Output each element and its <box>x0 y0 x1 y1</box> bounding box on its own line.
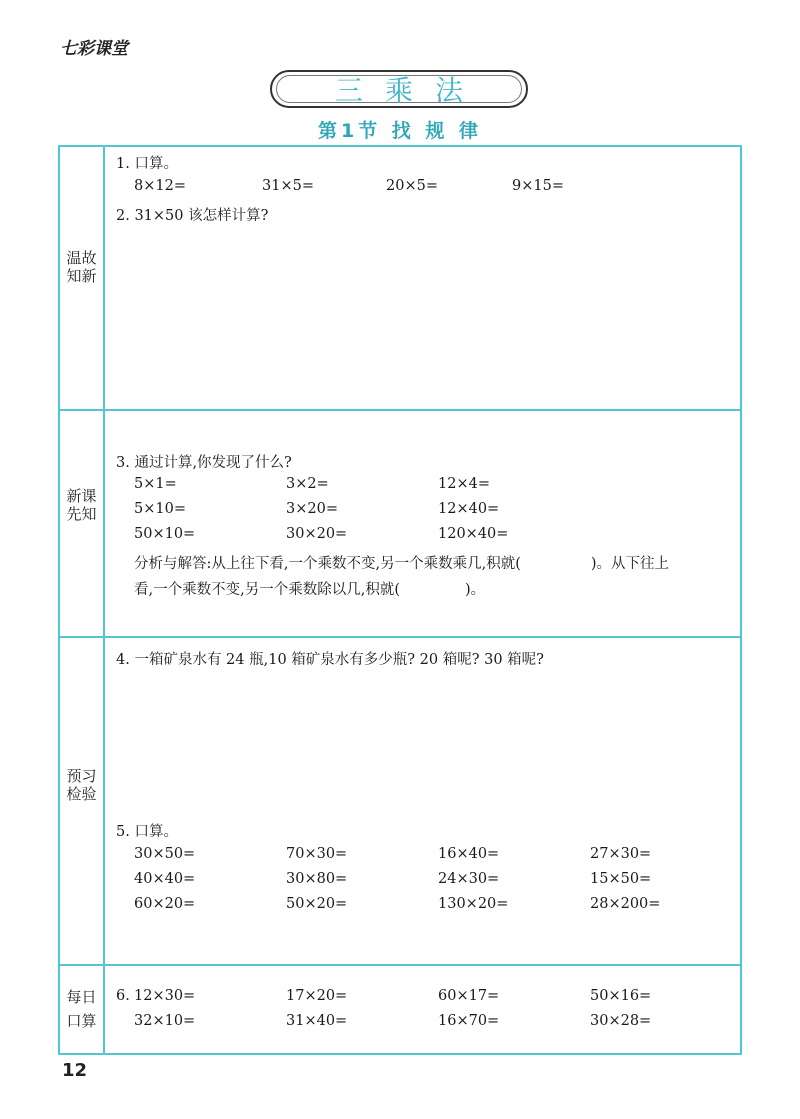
q6-item: 12×30= <box>134 988 196 1004</box>
q5-item: 40×40= <box>134 871 196 887</box>
q3-item: 12×4= <box>438 476 490 492</box>
q5-item: 30×50= <box>134 846 196 862</box>
section-divider <box>60 964 740 966</box>
q3-item: 5×10= <box>134 501 186 517</box>
q6-item: 60×17= <box>438 988 500 1004</box>
q3-item: 3×2= <box>286 476 329 492</box>
q6-item: 50×16= <box>590 988 652 1004</box>
q6-item: 30×28= <box>590 1013 652 1029</box>
chapter-title-badge <box>270 70 528 108</box>
q5-item: 30×80= <box>286 871 348 887</box>
q3-item: 30×20= <box>286 526 348 542</box>
q5-item: 130×20= <box>438 896 509 912</box>
q6-item: 16×70= <box>438 1013 500 1029</box>
q5-item: 70×30= <box>286 846 348 862</box>
q3-item: 120×40= <box>438 526 509 542</box>
worksheet-frame <box>58 145 742 1055</box>
q6-item: 17×20= <box>286 988 348 1004</box>
section-label-review: 温故知新 <box>66 249 97 285</box>
section-divider <box>60 409 740 411</box>
q1-item: 9×15= <box>512 178 564 194</box>
q3-item: 5×1= <box>134 476 177 492</box>
section-label-daily: 每日口算 <box>66 988 97 1030</box>
q3-item: 12×40= <box>438 501 500 517</box>
q5-item: 16×40= <box>438 846 500 862</box>
q6-item: 32×10= <box>134 1013 196 1029</box>
question-5-label: 5. 口算。 <box>116 824 178 840</box>
q3-analysis-text: 看,一个乘数不变,另一个乘数除以几,积就( <box>134 582 400 598</box>
q6-item: 31×40= <box>286 1013 348 1029</box>
q3-analysis-text: 分析与解答:从上往下看,一个乘数不变,另一个乘数乘几,积就( <box>134 556 521 572</box>
q3-analysis-text: )。 <box>464 582 486 598</box>
chapter-title: 三乘法 <box>334 74 485 107</box>
question-4-label: 4. 一箱矿泉水有 24 瓶,10 箱矿泉水有多少瓶? 20 箱呢? 30 箱呢? <box>116 652 544 668</box>
q3-item: 3×20= <box>286 501 338 517</box>
q1-item: 20×5= <box>386 178 438 194</box>
question-1-label: 1. 口算。 <box>116 156 178 172</box>
q3-analysis-line-2 <box>134 578 485 599</box>
section-label-new-lesson: 新课先知 <box>66 487 97 523</box>
page-number: 12 <box>62 1060 88 1081</box>
q1-item: 8×12= <box>134 178 186 194</box>
question-2-label: 2. 31×50 该怎样计算? <box>116 208 269 224</box>
question-3-label: 3. 通过计算,你发现了什么? <box>116 455 292 471</box>
section-label-preview: 预习检验 <box>66 767 97 803</box>
q1-item: 31×5= <box>262 178 314 194</box>
q5-item: 50×20= <box>286 896 348 912</box>
q3-analysis-line-1 <box>134 552 669 573</box>
q5-item: 15×50= <box>590 871 652 887</box>
q5-item: 28×200= <box>590 896 661 912</box>
q5-item: 60×20= <box>134 896 196 912</box>
q5-item: 24×30= <box>438 871 500 887</box>
section-title: 第1节 找 规 律 <box>317 120 483 142</box>
question-6-number: 6. <box>116 988 130 1004</box>
q3-item: 50×10= <box>134 526 196 542</box>
publisher-logo: 七彩课堂 <box>60 39 128 59</box>
q3-analysis-text: )。从下往上 <box>590 556 670 572</box>
q5-item: 27×30= <box>590 846 652 862</box>
section-divider <box>60 636 740 638</box>
